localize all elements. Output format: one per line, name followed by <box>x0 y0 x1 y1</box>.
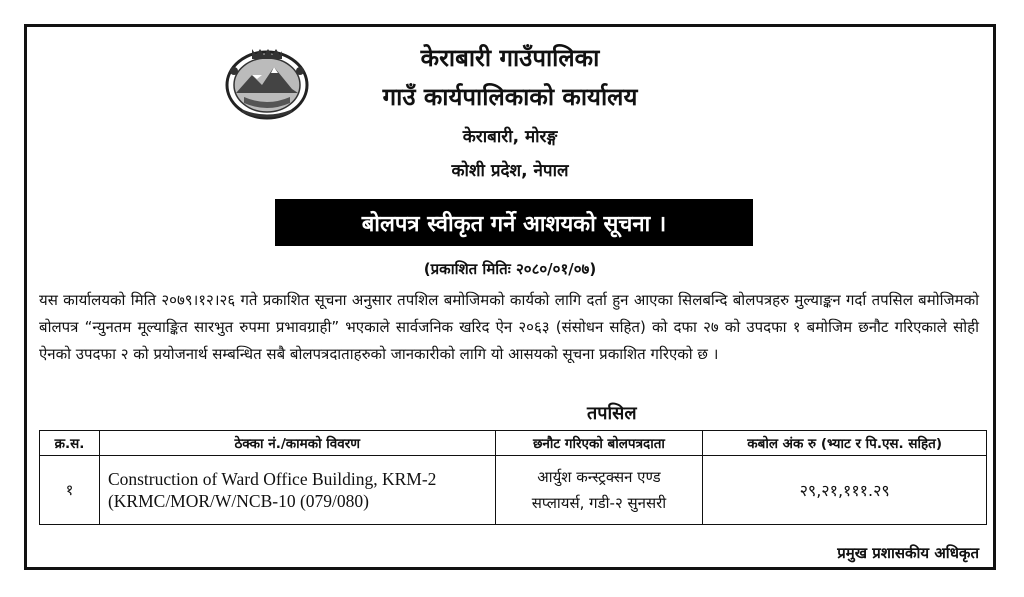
office-subtitle: गाउँ कार्यपालिकाको कार्यालय <box>382 83 638 111</box>
cell-bidder <box>495 456 703 525</box>
office-address: केराबारी, मोरङ्ग <box>462 127 558 147</box>
published-date <box>27 259 993 279</box>
cell-serial: १ <box>40 456 100 525</box>
bid-table <box>39 430 987 525</box>
table-row <box>40 456 987 525</box>
bidder-line-1: आर्युश कन्स्ट्रक्सन एण्ड <box>537 468 661 486</box>
header-description: ठेक्का नं./कामको विवरण <box>99 431 495 456</box>
signature: प्रमुख प्रशासकीय अधिकृत <box>837 544 979 562</box>
description-line-1: Construction of Ward Office Building, KRM-2 <box>107 469 437 489</box>
cell-amount: २९,२१,१११.२९ <box>703 456 987 525</box>
published-date-text: (प्रकाशित मितिः २०८०/०१/०७) <box>423 260 597 278</box>
office-province: कोशी प्रदेश, नेपाल <box>451 161 569 181</box>
header-serial: क्र.स. <box>40 431 100 456</box>
cell-description <box>99 456 495 525</box>
office-name: केराबारी गाउँपालिका <box>420 44 600 72</box>
bidder-line-2: सप्लायर्स, गडी-२ सुनसरी <box>531 494 667 512</box>
notice-frame <box>24 24 996 570</box>
table-header-row <box>40 431 987 456</box>
section-title: तपसिल <box>587 403 637 424</box>
notice-title-banner: बोलपत्र स्वीकृत गर्ने आशयको सूचना । <box>275 199 753 246</box>
header-amount: कबोल अंक रु (भ्याट र पि.एस. सहित) <box>703 431 987 456</box>
description-line-2: (KRMC/MOR/W/NCB-10 (079/080) <box>107 491 370 511</box>
notice-body: यस कार्यालयको मिति २०७९।१२।२६ गते प्रकाशित सूचना अनुसार तपशिल बमोजिमको कार्यको लागि दर्ता हुन आएका सिलबन्दि बोलपत्रहरु मुल्याङ्कन गर्दा तपसिल बमोजिमको बोलपत्र “न्युनतम मूल्याङ्कित सारभुत रुपमा प्रभावग्राही” भएकाले सार्वजनिक खरिद ऐन २०६३ (संसोधन सहित) को दफा २७ को उपदफा १ बमोजिम छनौट गरिएकाले सोही ऐनको उपदफा २ को प्रयोजनार्थ सम्बन्धित सबै बोलपत्रदाताहरुको जानकारीको लागि यो आसयको सूचना प्रकाशित गरिएको छ । <box>39 291 979 363</box>
header-bidder: छनौट गरिएको बोलपत्रदाता <box>495 431 703 456</box>
